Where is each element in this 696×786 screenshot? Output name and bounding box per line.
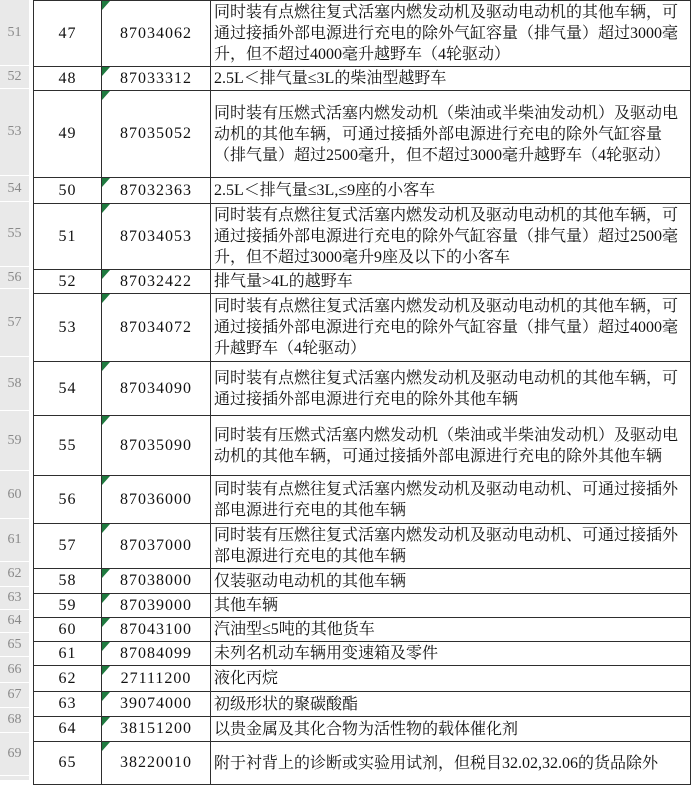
number-stored-as-text-indicator-icon [102, 67, 110, 76]
cell-description[interactable]: 同时装有点燃往复式活塞内燃发动机及驱动电动机的其他车辆，可通过接插外部电源进行充电的除外气缸容量（排气量）超过3000毫升，但不超过4000毫升越野车（4轮驱动） [211, 1, 691, 67]
number-stored-as-text-indicator-icon [102, 524, 110, 533]
number-stored-as-text-indicator-icon [102, 204, 110, 213]
excel-row-header[interactable]: 58 [0, 357, 29, 411]
cell-code[interactable] [102, 642, 211, 666]
cell-description[interactable]: 排气量>4L的越野车 [211, 270, 691, 294]
code-value: 87033312 [120, 69, 192, 87]
cell-code[interactable] [102, 178, 211, 204]
number-stored-as-text-indicator-icon [102, 416, 110, 425]
cell-code[interactable] [102, 742, 211, 785]
number-stored-as-text-indicator-icon [102, 1, 110, 10]
cell-code[interactable] [102, 692, 211, 717]
cell-code[interactable] [102, 416, 211, 476]
excel-row-header[interactable]: 57 [0, 289, 29, 357]
number-stored-as-text-indicator-icon [102, 270, 110, 279]
code-value: 87037000 [120, 537, 192, 554]
code-value: 87034053 [120, 227, 192, 245]
cell-seq[interactable]: 59 [34, 594, 102, 618]
code-value: 87043100 [120, 620, 192, 638]
cell-description[interactable]: 同时装有点燃往复式活塞内燃发动机及驱动电动机的其他车辆，可通过接插外部电源进行充电的除外气缸容量（排气量）超过4000毫升越野车（4轮驱动） [211, 294, 691, 362]
cell-code[interactable] [102, 666, 211, 692]
cell-description[interactable]: 2.5L＜排气量≤3L的柴油型越野车 [211, 67, 691, 91]
number-stored-as-text-indicator-icon [102, 618, 110, 627]
cell-code[interactable] [102, 362, 211, 416]
cell-description[interactable]: 未列名机动车辆用变速箱及零件 [211, 642, 691, 666]
cell-seq[interactable]: 53 [34, 294, 102, 362]
excel-row-header[interactable]: 62 [0, 562, 29, 587]
excel-row-header[interactable]: 63 [0, 587, 29, 610]
table-row [34, 294, 691, 362]
cell-description[interactable]: 2.5L＜排气量≤3L,≤9座的小客车 [211, 178, 691, 204]
cell-description[interactable]: 初级形状的聚碳酸酯 [211, 692, 691, 717]
table-row [34, 178, 691, 204]
number-stored-as-text-indicator-icon [102, 178, 110, 187]
cell-description[interactable]: 仅装驱动电动机的其他车辆 [211, 569, 691, 594]
cell-description[interactable]: 同时装有点燃往复式活塞内燃发动机及驱动电动机的其他车辆，可通过接插外部电源进行充电的除外气缸容量（排气量）超过2500毫升，但不超过3000毫升9座及以下的小客车 [211, 204, 691, 270]
cell-description[interactable]: 同时装有点燃往复式活塞内燃发动机及驱动电动机、可通过接插外部电源进行充电的其他车辆 [211, 476, 691, 524]
cell-description[interactable]: 同时装有压燃往复式活塞内燃发动机及驱动电动机、可通过接插外部电源进行充电的其他车辆 [211, 524, 691, 569]
excel-row-header[interactable]: 56 [0, 267, 29, 289]
excel-row-header[interactable]: 69 [0, 733, 29, 776]
tariff-table [33, 0, 691, 785]
cell-seq[interactable]: 62 [34, 666, 102, 692]
table-row [34, 476, 691, 524]
cell-description[interactable]: 同时装有点燃往复式活塞内燃发动机及驱动电动机的其他车辆，可通过接插外部电源进行充电的除外其他车辆 [211, 362, 691, 416]
cell-seq[interactable]: 63 [34, 692, 102, 717]
excel-row-header[interactable]: 54 [0, 176, 29, 202]
cell-code[interactable] [102, 1, 211, 67]
cell-code[interactable] [102, 204, 211, 270]
number-stored-as-text-indicator-icon [102, 294, 110, 303]
excel-row-header-column [0, 0, 29, 780]
number-stored-as-text-indicator-icon [102, 692, 110, 701]
table-row [34, 91, 691, 178]
cell-description[interactable]: 其他车辆 [211, 594, 691, 618]
cell-seq[interactable]: 54 [34, 362, 102, 416]
excel-row-header[interactable]: 65 [0, 633, 29, 657]
table-row [34, 642, 691, 666]
table-row [34, 666, 691, 692]
code-value: 87035090 [120, 436, 192, 454]
table-row [34, 67, 691, 91]
cell-code[interactable] [102, 594, 211, 618]
table-row [34, 362, 691, 416]
cell-code[interactable] [102, 717, 211, 742]
table-row [34, 742, 691, 785]
code-value: 87039000 [120, 596, 192, 614]
cell-description[interactable]: 以贵金属及其化合物为活性物的载体催化剂 [211, 717, 691, 742]
table-row [34, 618, 691, 642]
cell-description[interactable]: 同时装有压燃式活塞内燃发动机（柴油或半柴油发动机）及驱动电动机的其他车辆，可通过接插外部电源进行充电的除外其他车辆 [211, 416, 691, 476]
cell-code[interactable] [102, 524, 211, 569]
code-value: 87084099 [120, 644, 192, 662]
cell-seq[interactable]: 57 [34, 524, 102, 569]
number-stored-as-text-indicator-icon [102, 642, 110, 651]
number-stored-as-text-indicator-icon [102, 569, 110, 578]
table-row [34, 594, 691, 618]
code-value: 38220010 [120, 754, 192, 771]
code-value: 27111200 [120, 669, 192, 687]
cell-seq[interactable]: 52 [34, 270, 102, 294]
excel-row-header[interactable]: 55 [0, 202, 29, 267]
code-value: 87034062 [120, 24, 192, 42]
excel-row-header[interactable]: 64 [0, 610, 29, 633]
cell-code[interactable] [102, 270, 211, 294]
excel-row-header[interactable]: 53 [0, 89, 29, 176]
row-header-filler [0, 776, 29, 786]
table-row [34, 692, 691, 717]
cell-seq[interactable]: 60 [34, 618, 102, 642]
number-stored-as-text-indicator-icon [102, 666, 110, 675]
excel-row-header[interactable]: 52 [0, 66, 29, 89]
number-stored-as-text-indicator-icon [102, 91, 110, 100]
code-value: 38151200 [120, 720, 192, 737]
code-value: 87036000 [120, 490, 192, 508]
code-value: 87035052 [120, 125, 192, 142]
cell-description[interactable]: 汽油型≤5吨的其他货车 [211, 618, 691, 642]
number-stored-as-text-indicator-icon [102, 717, 110, 726]
cell-seq[interactable]: 55 [34, 416, 102, 476]
excel-row-header[interactable]: 66 [0, 657, 29, 683]
code-value: 87032363 [120, 181, 192, 199]
table-row [34, 524, 691, 569]
cell-seq[interactable]: 61 [34, 642, 102, 666]
number-stored-as-text-indicator-icon [102, 594, 110, 603]
cell-seq[interactable]: 50 [34, 178, 102, 204]
code-value: 87034090 [120, 379, 192, 397]
cell-code[interactable] [102, 294, 211, 362]
cell-seq[interactable]: 56 [34, 476, 102, 524]
excel-row-header[interactable]: 61 [0, 519, 29, 562]
number-stored-as-text-indicator-icon [102, 742, 110, 751]
cell-code[interactable] [102, 476, 211, 524]
cell-seq[interactable]: 48 [34, 67, 102, 91]
tariff-table-container [33, 0, 691, 785]
excel-row-header[interactable]: 68 [0, 708, 29, 733]
table-row [34, 204, 691, 270]
cell-code[interactable] [102, 569, 211, 594]
cell-description[interactable]: 同时装有压燃式活塞内燃发动机（柴油或半柴油发动机）及驱动电动机的其他车辆，可通过接插外部电源进行充电的除外气缸容量（排气量）超过2500毫升，但不超过3000毫升越野车（4轮驱动） [211, 91, 691, 178]
cell-code[interactable] [102, 618, 211, 642]
table-row [34, 1, 691, 67]
cell-seq[interactable]: 64 [34, 717, 102, 742]
excel-row-header[interactable]: 59 [0, 411, 29, 471]
number-stored-as-text-indicator-icon [102, 362, 110, 371]
code-value: 87038000 [120, 572, 192, 589]
table-row [34, 717, 691, 742]
code-value: 87034072 [120, 318, 192, 336]
cell-seq[interactable]: 49 [34, 91, 102, 178]
excel-row-header[interactable]: 67 [0, 683, 29, 708]
cell-seq[interactable]: 65 [34, 742, 102, 785]
cell-seq[interactable]: 58 [34, 569, 102, 594]
code-value: 87032422 [120, 272, 192, 290]
code-value: 39074000 [120, 695, 192, 712]
cell-description[interactable]: 液化丙烷 [211, 666, 691, 692]
excel-row-header[interactable]: 51 [0, 1, 29, 66]
table-row [34, 569, 691, 594]
excel-row-header[interactable]: 60 [0, 471, 29, 519]
number-stored-as-text-indicator-icon [102, 476, 110, 485]
table-row [34, 270, 691, 294]
table-row [34, 416, 691, 476]
cell-code[interactable] [102, 67, 211, 91]
cell-seq[interactable]: 51 [34, 204, 102, 270]
cell-code[interactable] [102, 91, 211, 178]
cell-seq[interactable]: 47 [34, 1, 102, 67]
cell-description[interactable]: 附于衬背上的诊断或实验用试剂，但税目32.02,32.06的货品除外 [211, 742, 691, 785]
